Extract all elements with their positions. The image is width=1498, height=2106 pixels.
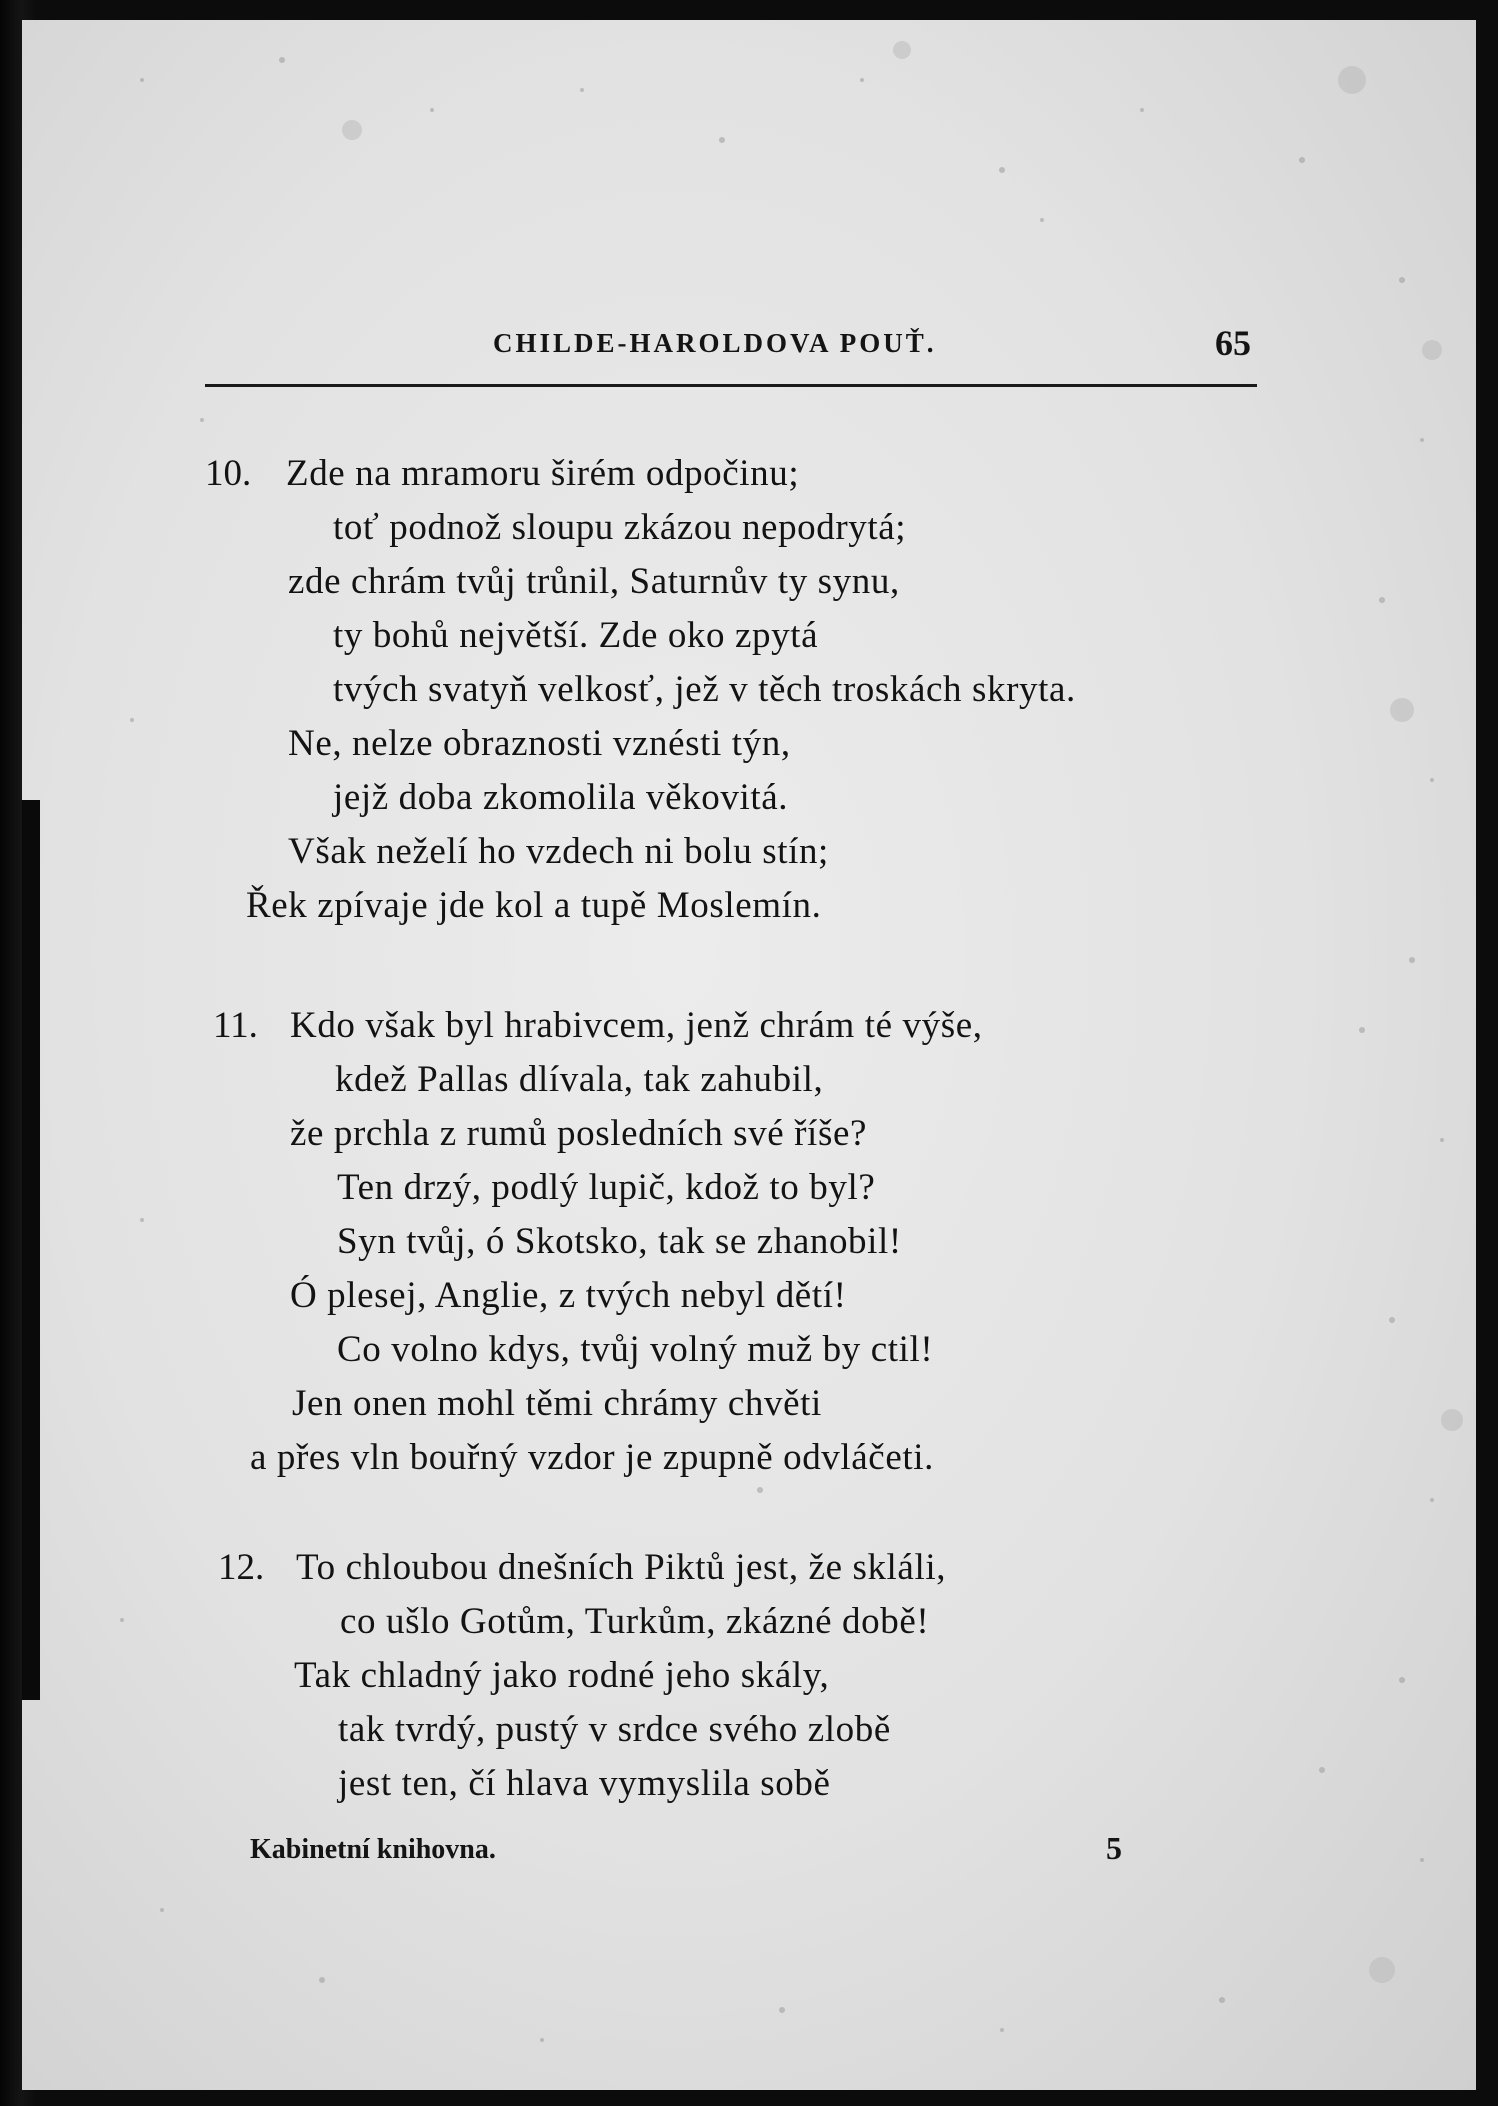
page-number: 65 xyxy=(1215,323,1251,363)
verse-line: ty bohů největší. Zde oko zpytá xyxy=(333,615,819,656)
header-rule xyxy=(205,384,1257,387)
stanza-number: 10. xyxy=(205,453,252,494)
verse-line: zde chrám tvůj trůnil, Saturnův ty synu, xyxy=(288,561,900,602)
verse-line: Ó plesej, Anglie, z tvých nebyl dětí! xyxy=(290,1275,847,1316)
scan-shadow-bar xyxy=(22,800,40,1700)
verse-line: tak tvrdý, pustý v srdce svého zlobě xyxy=(338,1709,891,1750)
verse-line: že prchla z rumů posledních své říše? xyxy=(290,1113,867,1154)
verse-line: jejž doba zkomolila věkovitá. xyxy=(333,777,789,818)
verse-line: Ten drzý, podlý lupič, kdož to byl? xyxy=(337,1167,876,1208)
verse-line: a přes vln bouřný vzdor je zpupně odvláčeti. xyxy=(250,1437,934,1478)
stanza-number: 12. xyxy=(218,1547,265,1588)
verse-line: Však neželí ho vzdech ni bolu stín; xyxy=(288,831,829,872)
verse-line: Ne, nelze obraznosti vznésti týn, xyxy=(288,723,791,764)
verse-line: jest ten, čí hlava vymyslila sobě xyxy=(338,1763,831,1804)
running-head xyxy=(205,322,1257,372)
running-title: CHILDE-HAROLDOVA POUŤ. xyxy=(493,328,937,358)
verse-line: Co volno kdys, tvůj volný muž by ctil! xyxy=(337,1329,934,1370)
verse-line: toť podnož sloupu zkázou nepodrytá; xyxy=(333,507,907,548)
verse-line: Tak chladný jako rodné jeho skály, xyxy=(294,1655,830,1696)
stanza-number: 11. xyxy=(213,1005,258,1046)
verse-line: tvých svatyň velkosť, jež v těch troskách skryta. xyxy=(333,669,1076,710)
verse-line: To chloubou dnešních Piktů jest, že skláli, xyxy=(296,1547,947,1588)
verse-line: Zde na mramoru širém odpočinu; xyxy=(286,453,800,494)
verse-line: co ušlo Gotům, Turkům, zkázné době! xyxy=(340,1601,930,1642)
sheet-number: 5 xyxy=(1106,1830,1122,1866)
signature-mark: Kabinetní knihovna. xyxy=(250,1834,496,1865)
verse-line: kdež Pallas dlívala, tak zahubil, xyxy=(335,1059,824,1100)
verse-line: Jen onen mohl těmi chrámy chvěti xyxy=(292,1383,822,1424)
verse-line: Kdo však byl hrabivcem, jenž chrám té výše, xyxy=(290,1005,983,1046)
verse-line: Syn tvůj, ó Skotsko, tak se zhanobil! xyxy=(337,1221,902,1262)
verse-line: Řek zpívaje jde kol a tupě Moslemín. xyxy=(246,885,822,926)
